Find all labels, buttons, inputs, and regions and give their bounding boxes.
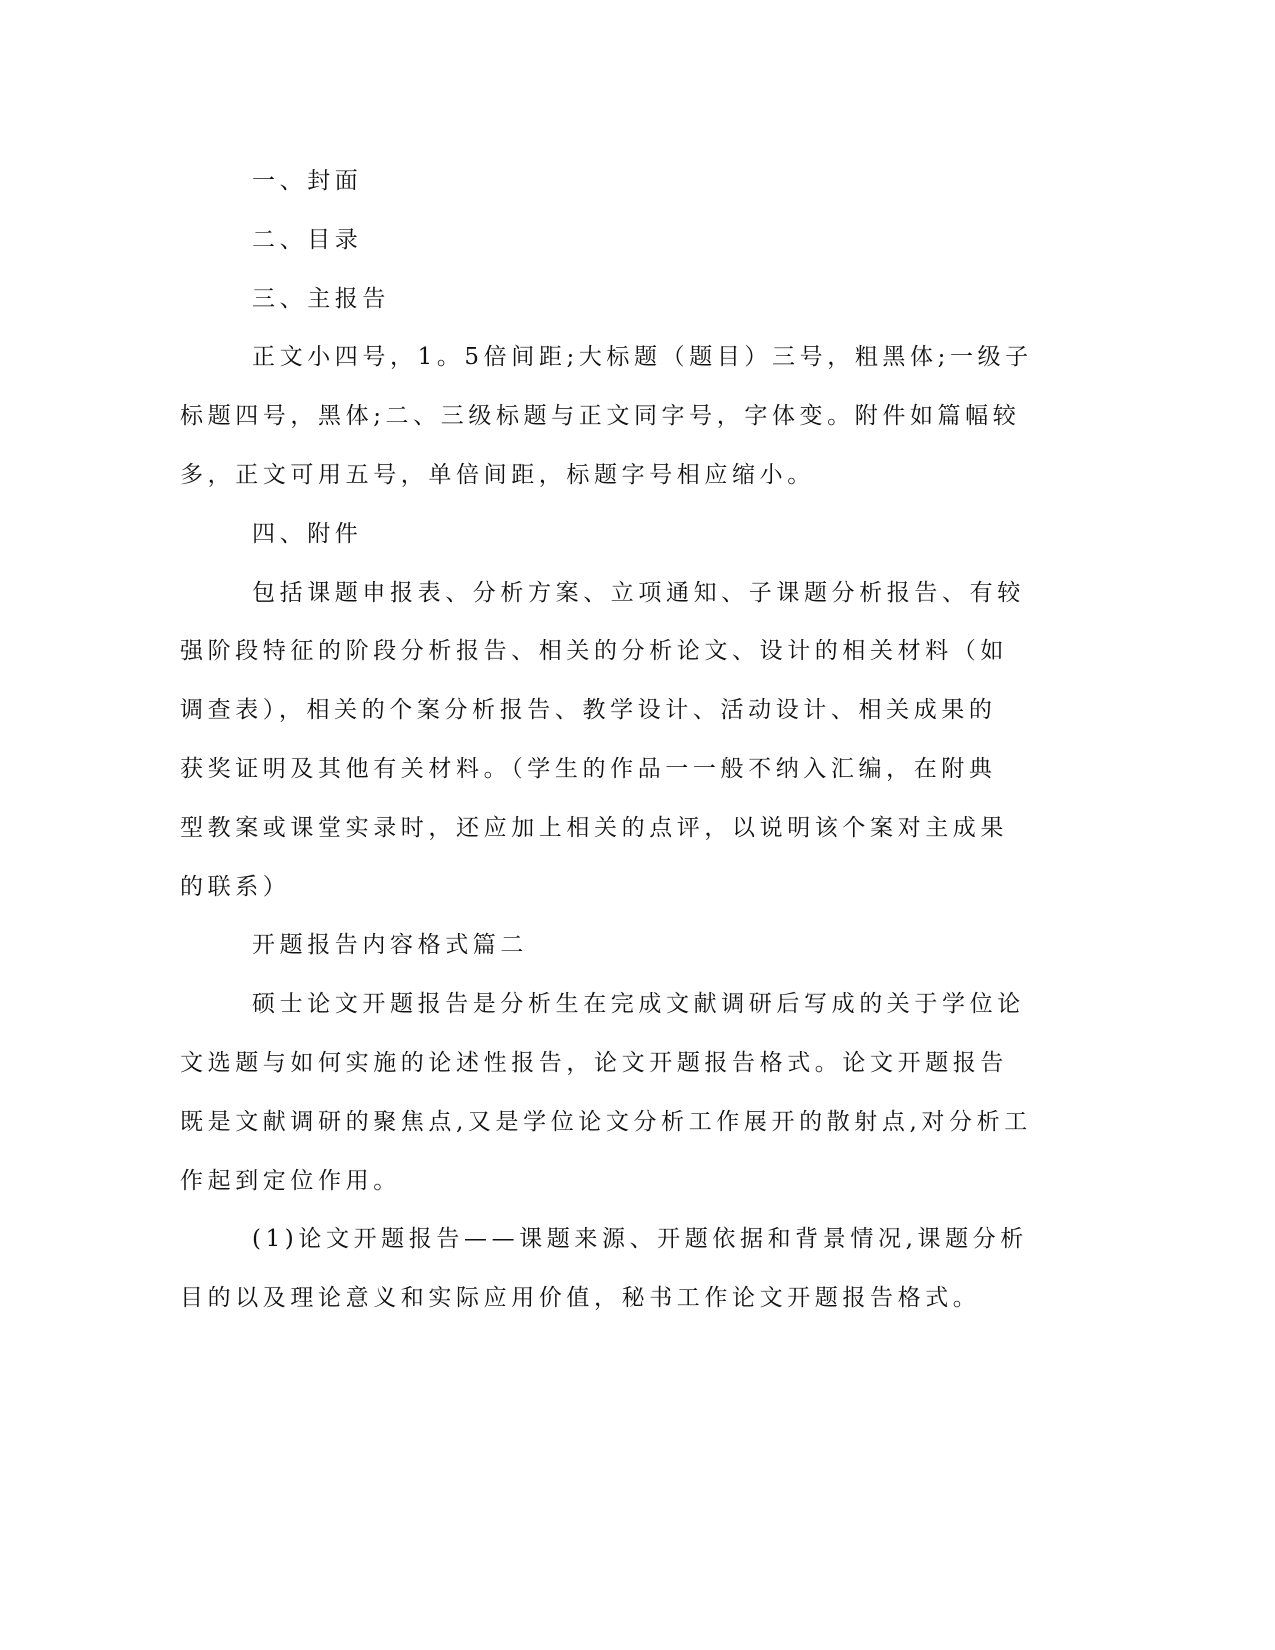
text-line: 型教案或课堂实录时，还应加上相关的点评，以说明该个案对主成果 <box>180 814 1008 841</box>
text-line: 标题四号，黑体;二、三级标题与正文同字号，字体变。附件如篇幅较 <box>180 403 1021 430</box>
text-line: 强阶段特征的阶段分析报告、相关的分析论文、设计的相关材料（如 <box>180 638 1008 665</box>
text-line: 的联系） <box>180 873 291 900</box>
text-line: 三、主报告 <box>252 285 390 312</box>
text-line: 获奖证明及其他有关材料。（学生的作品一一般不纳入汇编，在附典 <box>180 756 997 782</box>
text-line: 作起到定位作用。 <box>180 1167 401 1194</box>
text-line: 一、封面 <box>252 168 363 194</box>
text-line: 硕士论文开题报告是分析生在完成文献调研后写成的关于学位论 <box>252 991 1025 1018</box>
text-line: 多，正文可用五号，单倍间距，标题字号相应缩小。 <box>180 462 815 488</box>
text-line: 调查表），相关的个案分析报告、教学设计、活动设计、相关成果的 <box>180 697 997 724</box>
text-line: 文选题与如何实施的论述性报告，论文开题报告格式。论文开题报告 <box>180 1050 1008 1076</box>
text-line: 包括课题申报表、分析方案、立项通知、子课题分析报告、有较 <box>252 579 1025 606</box>
text-line: 二、目录 <box>252 226 363 253</box>
text-line: 既是文献调研的聚焦点,又是学位论文分析工作展开的散射点,对分析工 <box>180 1108 1032 1135</box>
text-line: (1)论文开题报告——课题来源、开题依据和背景情况,课题分析 <box>252 1226 1028 1253</box>
text-line: 正文小四号，1。5倍间距;大标题（题目）三号，粗黑体;一级子 <box>252 344 1033 371</box>
text-line: 四、附件 <box>252 520 363 547</box>
text-line: 开题报告内容格式篇二 <box>252 932 528 959</box>
text-line: 目的以及理论意义和实际应用价值，秘书工作论文开题报告格式。 <box>180 1285 981 1312</box>
